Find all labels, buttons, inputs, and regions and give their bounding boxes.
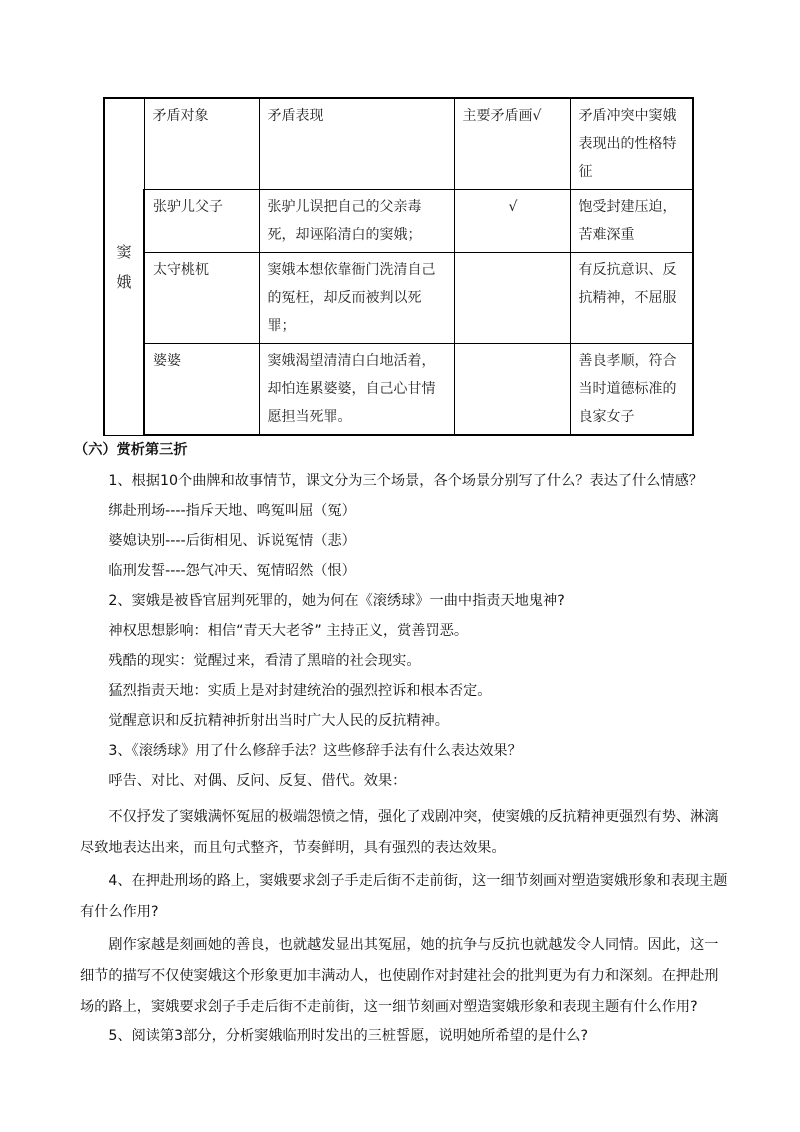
answer-line: 临刑发誓----怨气冲天、冤情昭然（恨）	[108, 563, 356, 579]
side-label-cell	[104, 98, 144, 435]
question-1: 1、根据10个曲牌和故事情节，课文分为三个场景，各个场景分别写了什么？表达了什么情感？	[108, 473, 703, 489]
question-3: 3、《滚绣球》用了什么修辞手法？这些修辞手法有什么表达效果？	[108, 743, 522, 759]
cell-main-mark	[454, 253, 570, 344]
table-row	[104, 253, 693, 344]
answer-paragraph: 不仅抒发了窦娥满怀冤屈的极端怨愤之情，强化了戏剧冲突，使窦娥的反抗精神更强烈有势、淋漓尽致地表达出来，而且句式整齐，节奏鲜明，具有强烈的表达效果。	[80, 809, 719, 856]
table-header-row	[104, 98, 693, 190]
header-cell-manifestation: 矛盾表现	[259, 98, 454, 190]
table-row	[104, 190, 693, 253]
cell-trait: 有反抗意识、反抗精神，不屈服	[570, 253, 693, 344]
section-heading: （六）赏析第三折	[74, 442, 188, 458]
cell-object: 婆婆	[144, 344, 259, 436]
cell-manifestation: 窦娥本想依靠衙门洗清自己的冤枉，却反而被判以死罪；	[259, 253, 454, 344]
side-label: 窦娥	[116, 242, 132, 291]
answer-line: 绑赴刑场----指斥天地、鸣冤叫屈（冤）	[108, 503, 356, 519]
header-cell-main: 主要矛盾画√	[454, 98, 570, 190]
cell-main-mark	[454, 344, 570, 436]
answer-paragraph: 剧作家越是刻画她的善良，也就越发显出其冤屈，她的抗争与反抗也就越发令人同情。因此，这一细节的描写不仅使窦娥这个形象更加丰满动人，也使剧作对封建社会的批判更为有力和深刻。在押赴刑场的路上，窦娥要求刽子手走后街不走前街，这一细节刻画对塑造窦娥形象和表现主题有什么作用?	[80, 937, 719, 1015]
cell-trait: 饱受封建压迫，苦难深重	[570, 190, 693, 253]
answer-line: 婆媳诀别----后街相见、诉说冤情（悲）	[108, 533, 356, 549]
cell-object: 太守桃杌	[144, 253, 259, 344]
answer-line: 觉醒意识和反抗精神折射出当时广大人民的反抗精神。	[108, 713, 449, 729]
question-4: 4、在押赴刑场的路上，窦娥要求刽子手走后街不走前街，这一细节刻画对塑造窦娥形象和表现主题有什么作用?	[80, 873, 728, 920]
question-2: 2、窦娥是被昏官屈判死罪的，她为何在《滚绣球》一曲中指责天地鬼神?	[108, 593, 565, 609]
answer-line: 呼告、对比、对偶、反问、反复、借代。效果：	[108, 773, 407, 789]
answer-line: 神权思想影响：相信“青天大老爷” 主持正义，赏善罚恶。	[108, 623, 469, 639]
conflict-table	[103, 97, 694, 436]
cell-object: 张驴儿父子	[144, 190, 259, 253]
section-body	[74, 440, 730, 1057]
cell-main-mark: √	[454, 190, 570, 253]
cell-trait: 善良孝顺，符合当时道德标准的良家女子	[570, 344, 693, 436]
answer-line: 残酷的现实：觉醒过来，看清了黑暗的社会现实。	[108, 653, 421, 669]
table-row	[104, 344, 693, 436]
header-cell-object: 矛盾对象	[144, 98, 259, 190]
question-5: 5、阅读第3部分，分析窦娥临刑时发出的三桩誓愿，说明她所希望的是什么?	[108, 1028, 588, 1044]
header-cell-trait: 矛盾冲突中窦娥表现出的性格特征	[570, 98, 693, 190]
cell-manifestation: 窦娥渴望清清白白地活着，却怕连累婆婆，自己心甘情愿担当死罪。	[259, 344, 454, 436]
answer-line: 猛烈指责天地：实质上是对封建统治的强烈控诉和根本否定。	[108, 683, 492, 699]
cell-manifestation: 张驴儿误把自己的父亲毒死，却诬陷清白的窦娥；	[259, 190, 454, 253]
